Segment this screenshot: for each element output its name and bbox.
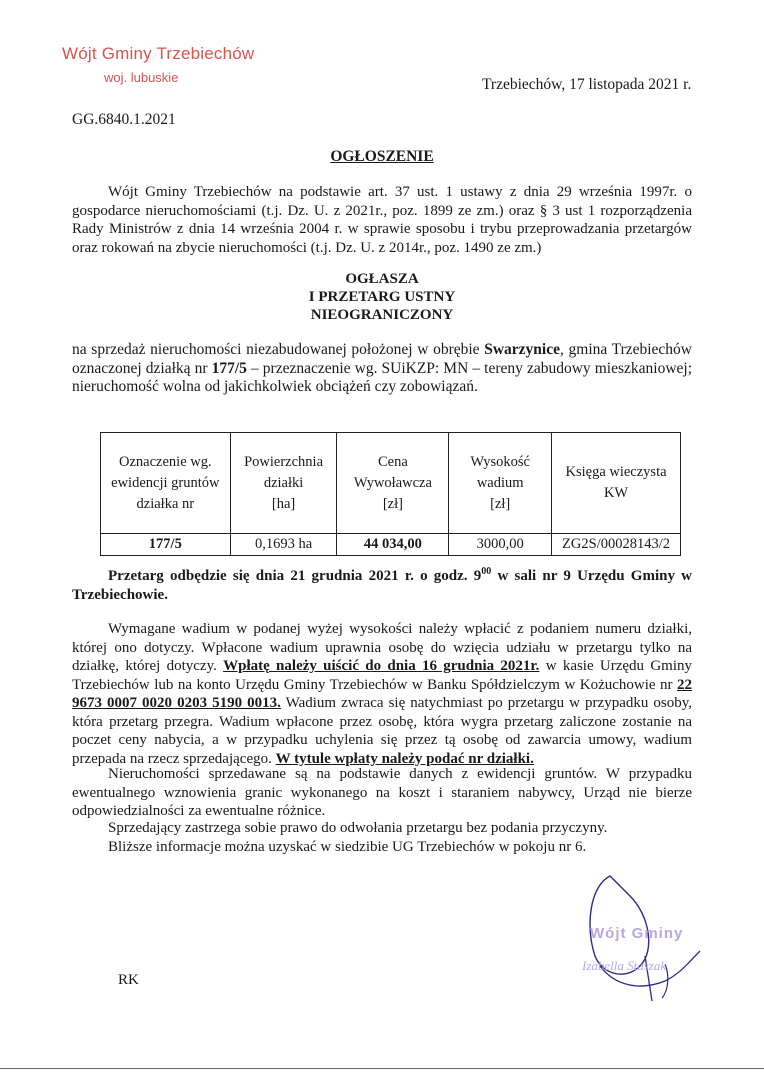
announce-line-3: NIEOGRANICZONY	[310, 307, 454, 323]
header-text: Księga wieczysta	[565, 464, 667, 480]
parcel-table	[100, 432, 681, 556]
header-text: ewidencji gruntów	[111, 474, 220, 491]
letterhead-office: Wójt Gminy Trzebiechów	[62, 44, 255, 63]
deposit-deadline: Wpłatę należy uiścić do dnia 16 grudnia 2021r.	[223, 658, 540, 674]
header-text: Powierzchnia	[244, 453, 324, 470]
header-cell	[552, 433, 681, 534]
deposit-paragraph	[72, 620, 692, 768]
cell-parcel: 177/5	[101, 534, 231, 556]
header-text: Wysokość	[470, 453, 530, 470]
cell-land-register: ZG2S/00028143/2	[552, 534, 681, 556]
signature-stamp-title: Wójt Gminy	[590, 925, 684, 942]
subject-paragraph	[72, 341, 692, 397]
reference-number: GG.6840.1.2021	[72, 111, 176, 128]
header-text: Wywoławcza	[353, 474, 432, 491]
place-date: Trzebiechów, 17 listopada 2021 r.	[482, 76, 692, 93]
header-cell	[337, 433, 449, 534]
cell-area: 0,1693 ha	[230, 534, 337, 556]
header-cell	[230, 433, 337, 534]
deposit-text: w kasie Urzędu Gminy Trzebiechów lub na konto Urzędu Gminy Trzebiechów w Banku Spółdzielczym w Kożuchowie nr	[72, 658, 692, 693]
header-text: działka nr	[136, 495, 195, 512]
info-paragraph: Bliższe informacje można uzyskać w siedzibie UG Trzebiechów w pokoju nr 6.	[108, 839, 587, 855]
deposit-text: Wymagane wadium w podanej wyżej wysokości należy wpłacić z podaniem numeru działki, której ono dotyczy. Wpłacone wadium uprawnia osobę do wzięcia udziału w przetargu tylko na działkę, której dotyczy.	[72, 621, 692, 674]
document-title: OGŁOSZENIE	[330, 148, 434, 165]
letterhead-region: woj. lubuskie	[104, 70, 179, 85]
intro-paragraph: Wójt Gminy Trzebiechów na podstawie art. 37 ust. 1 ustawy z dnia 29 września 1997r. o gospodarce nieruchomościami (t.j. Dz. U. z 2021r., poz. 1899 ze zm.) oraz § 3 ust 1 rozporządzenia Rady Ministrów z dnia 14 września 2004 r. w sprawie sposobu i trybu przeprowadzania przetargów oraz rokowań na zbycie nieruchomości (t.j. Dz. U. z 2014r., poz. 1490 ze zm.)	[72, 184, 692, 256]
header-text: wadium	[476, 474, 524, 491]
header-text: [ha]	[271, 495, 296, 512]
auction-date-paragraph	[72, 567, 692, 604]
deposit-text: Wadium zwraca się natychmiast po przetargu w przypadku osoby, która przetarg przegra. Wadium wpłacone przez osobę, która wygra przetarg zaliczone zostanie na poczet ceny nabycia, a w przypadku uchylenia się przez tą osobę od zawarcia umowy, wadium przepada na rzecz sprzedającego.	[72, 695, 692, 767]
bottom-divider	[0, 1068, 764, 1069]
subject-text: , gmina Trzebiechów oznaczonej działką nr	[72, 341, 692, 377]
header-text: [zł]	[382, 495, 403, 512]
table-header-row	[101, 433, 681, 534]
header-text: działki	[263, 474, 304, 491]
header-cell	[101, 433, 231, 534]
village-name: Swarzynice	[484, 341, 560, 358]
auction-date-text: Przetarg odbędzie się dnia 21 grudnia 2021 r. o godz. 9	[108, 568, 482, 584]
announce-line-2: I PRZETARG USTNY	[308, 289, 456, 305]
auction-place-text: w sali nr 9 Urzędu Gminy w Trzebiechowie.	[72, 568, 693, 603]
bank-account-number: 22 9673 0007 0020 0203 5190 0013.	[72, 676, 692, 711]
header-cell	[449, 433, 552, 534]
signature-stamp-name: Izabella Staszak	[582, 958, 667, 973]
cell-price: 44 034,00	[337, 534, 449, 556]
header-text: KW	[603, 485, 629, 501]
header-text: Cena	[377, 453, 408, 470]
auction-time-minutes: 00	[481, 566, 492, 577]
table-row	[101, 534, 681, 556]
header-text: Oznaczenie wg.	[119, 453, 212, 470]
cell-deposit: 3000,00	[449, 534, 552, 556]
subject-text: – przeznaczenie wg. SUiKZP: MN – tereny zabudowy mieszkaniowej; nieruchomość wolna od jakichkolwiek obciążeń czy zobowiązań.	[72, 359, 693, 395]
author-initials: RK	[118, 972, 139, 988]
parcel-number: 177/5	[211, 359, 247, 377]
header-text: [zł]	[490, 495, 511, 512]
reservation-paragraph: Sprzedający zastrzega sobie prawo do odwołania przetargu bez podania przyczyny.	[108, 820, 608, 836]
subject-text: na sprzedaż nieruchomości niezabudowanej położonej w obrębie	[72, 341, 485, 358]
payment-title-note: W tytule wpłaty należy podać nr działki.	[275, 750, 534, 767]
boundaries-paragraph: Nieruchomości sprzedawane są na podstawie danych z ewidencji gruntów. W przypadku ewentualnego wznowienia granic wykonanego na koszt i staraniem nabywcy, Urząd nie bierze odpowiedzialności za ewentualne różnice.	[72, 766, 692, 819]
announce-line-1: OGŁASZA	[345, 271, 419, 287]
